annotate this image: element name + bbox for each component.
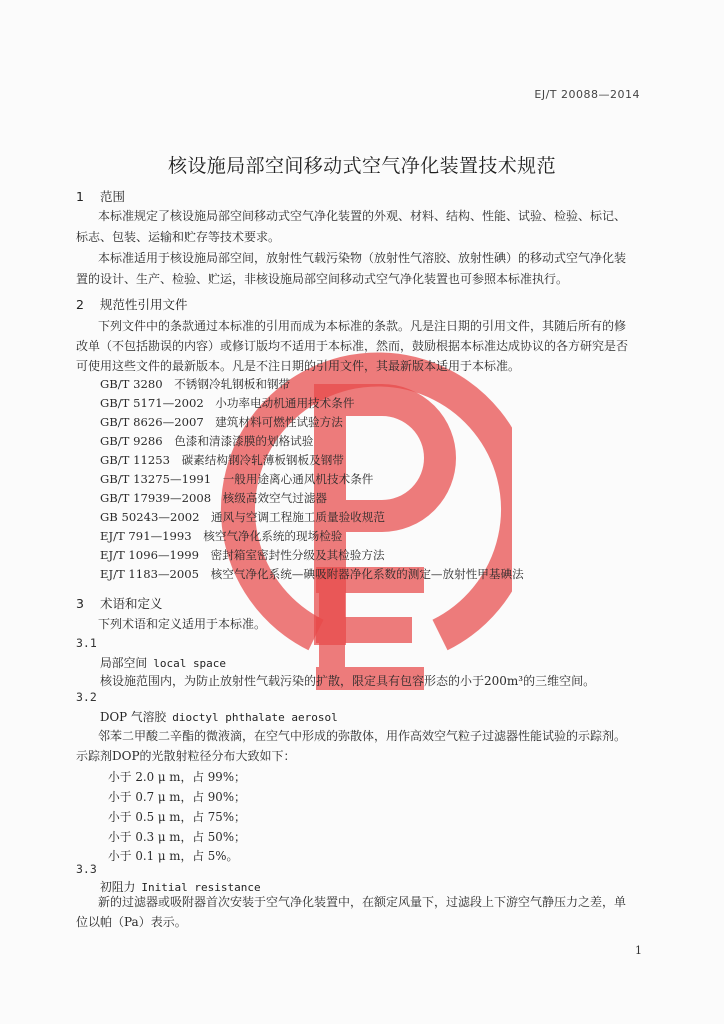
term-name-zh: 初阻力: [100, 880, 136, 894]
term-name-zh: 局部空间: [100, 656, 148, 670]
watermark-letter-e: [316, 580, 424, 680]
section-number: 3: [76, 596, 84, 611]
section-number: 1: [76, 189, 84, 204]
paragraph-line: 改单（不包括勘误的内容）或修订版均不适用于本标准，然而，鼓励根据本标准达成协议的各方研究是否: [76, 339, 629, 353]
distribution-item: 小于 0.1 μ m，占 5%。: [108, 849, 239, 863]
section-title: 范围: [100, 189, 126, 204]
section-title: 规范性引用文件: [100, 297, 188, 312]
section-title: 术语和定义: [100, 596, 163, 611]
distribution-item: 小于 0.3 μ m，占 50%；: [108, 830, 246, 844]
section-heading: [76, 295, 188, 313]
term-definition: 新的过滤器或吸附器首次安装于空气净化装置中，在额定风量下，过滤段上下游空气静压力之差，单: [98, 895, 627, 909]
document-title: 核设施局部空间移动式空气净化装置技术规范: [167, 155, 556, 177]
reference-item: GB 50243—2002 通风与空调工程施工质量验收规范: [100, 510, 385, 524]
standard-code: EJ/T 20088—2014: [534, 88, 640, 101]
term-definition: 核设施范围内，为防止放射性气载污染的扩散，限定具有包容形态的小于200m³的三维空间。: [100, 674, 596, 688]
paragraph-line: 置的设计、生产、检验、贮运，非核设施局部空间移动式空气净化装置也可参照本标准执行。: [76, 272, 569, 286]
term-name-en: dioctyl phthalate aerosol: [172, 711, 338, 724]
term-definition: 位以帕（Pa）表示。: [76, 915, 187, 929]
reference-item: GB/T 13275—1991 一般用途离心通风机技术条件: [100, 472, 374, 486]
distribution-item: 小于 0.7 μ m，占 90%；: [108, 790, 246, 804]
term-number: 3.3: [76, 862, 97, 876]
reference-item: EJ/T 791—1993 核空气净化系统的现场检验: [100, 529, 343, 543]
reference-item: EJ/T 1183—2005 核空气净化系统—碘吸附器净化系数的测定—放射性甲基碘法: [100, 567, 524, 581]
section-number: 2: [76, 297, 84, 312]
reference-item: GB/T 11253 碳素结构钢冷轧薄板钢板及钢带: [100, 453, 344, 467]
paragraph-line: 本标准适用于核设施局部空间，放射性气载污染物（放射性气溶胶、放射性碘）的移动式空气净化装: [98, 251, 627, 265]
term-name-en: local space: [153, 657, 227, 670]
term-name-zh: DOP 气溶胶: [100, 710, 167, 724]
paragraph-line: 下列文件中的条款通过本标准的引用而成为本标准的条款。凡是注日期的引用文件，其随后所有的修: [98, 319, 627, 333]
term-name: [100, 708, 338, 725]
section-heading: [76, 594, 163, 612]
reference-item: GB/T 5171—2002 小功率电动机通用技术条件: [100, 396, 355, 410]
term-name: [100, 654, 226, 671]
term-definition: 邻苯二甲酸二辛酯的微液滴，在空气中形成的弥散体，用作高效空气粒子过滤器性能试验的示踪剂。: [98, 729, 627, 743]
reference-item: GB/T 9286 色漆和清漆漆膜的划格试验: [100, 434, 314, 448]
reference-item: GB/T 3280 不锈钢冷轧钢板和钢带: [100, 377, 291, 391]
term-name-en: Initial resistance: [141, 881, 261, 894]
distribution-item: 小于 2.0 μ m，占 99%；: [108, 770, 246, 784]
paragraph-line: 本标准规定了核设施局部空间移动式空气净化装置的外观、材料、结构、性能、试验、检验、标记、: [98, 209, 627, 223]
section-heading: [76, 187, 125, 205]
paragraph-line: 标志、包装、运输和贮存等技术要求。: [76, 230, 281, 244]
distribution-item: 小于 0.5 μ m，占 75%；: [108, 810, 246, 824]
page-number: 1: [635, 944, 642, 957]
reference-item: GB/T 17939—2008 核级高效空气过滤器: [100, 491, 328, 505]
reference-item: EJ/T 1096—1999 密封箱室密封性分级及其检验方法: [100, 548, 385, 562]
paragraph-line: 可使用这些文件的最新版本。凡是不注日期的引用文件，其最新版本适用于本标准。: [76, 359, 521, 373]
term-number: 3.1: [76, 636, 97, 650]
reference-item: GB/T 8626—2007 建筑材料可燃性试验方法: [100, 415, 343, 429]
term-number: 3.2: [76, 690, 97, 704]
term-definition: 示踪剂DOP的光散射粒径分布大致如下：: [76, 749, 296, 763]
section-intro: 下列术语和定义适用于本标准。: [98, 617, 267, 631]
